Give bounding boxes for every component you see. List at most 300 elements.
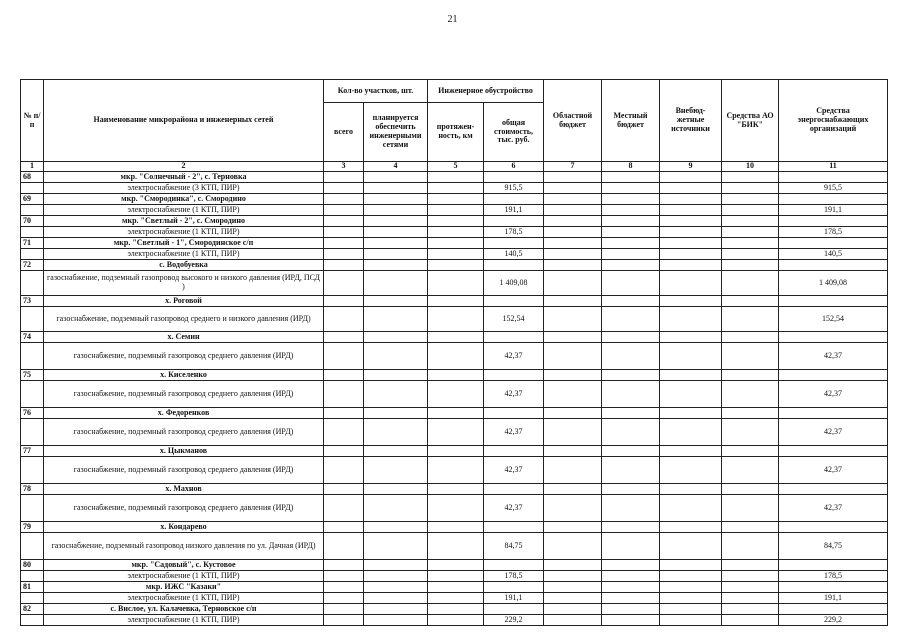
row-number: 80 <box>21 560 44 571</box>
empty-cell <box>544 582 602 593</box>
empty-cell <box>484 332 544 343</box>
empty-cell <box>722 216 779 227</box>
empty-cell <box>544 419 602 446</box>
network-description: газоснабжение, подземный газопровод среднего и низкого давления (ИРД) <box>44 307 324 332</box>
row-number: 76 <box>21 408 44 419</box>
empty-cell <box>544 296 602 307</box>
location-name: мкр. "Светлый - 1", Смородинское с/п <box>44 238 324 249</box>
empty-cell <box>602 249 660 260</box>
cost-value: 42,37 <box>484 419 544 446</box>
empty-cell <box>21 615 44 626</box>
empty-cell <box>660 533 722 560</box>
table-row-detail <box>21 205 888 216</box>
empty-cell <box>544 260 602 271</box>
cost-value: 915,5 <box>484 183 544 194</box>
cost-value: 152,54 <box>484 307 544 332</box>
empty-cell <box>544 205 602 216</box>
empty-cell <box>602 419 660 446</box>
empty-cell <box>660 216 722 227</box>
empty-cell <box>779 332 888 343</box>
network-description: электроснабжение (1 КТП, ПИР) <box>44 571 324 582</box>
row-number: 77 <box>21 446 44 457</box>
cost-value: 229,2 <box>484 615 544 626</box>
empty-cell <box>722 533 779 560</box>
empty-cell <box>660 582 722 593</box>
empty-cell <box>428 249 484 260</box>
empty-cell <box>544 227 602 238</box>
column-number: 7 <box>544 162 602 172</box>
network-description: газоснабжение, подземный газопровод среднего давления (ИРД) <box>44 419 324 446</box>
energy-funds-value: 915,5 <box>779 183 888 194</box>
header-energy-funds: Средства энергоснабжающих организаций <box>779 80 888 162</box>
empty-cell <box>364 370 428 381</box>
table-row-detail <box>21 381 888 408</box>
table-row-detail <box>21 343 888 370</box>
empty-cell <box>779 260 888 271</box>
empty-cell <box>324 495 364 522</box>
empty-cell <box>660 615 722 626</box>
empty-cell <box>544 571 602 582</box>
empty-cell <box>428 604 484 615</box>
empty-cell <box>544 615 602 626</box>
empty-cell <box>722 522 779 533</box>
empty-cell <box>428 183 484 194</box>
empty-cell <box>660 332 722 343</box>
empty-cell <box>324 593 364 604</box>
table-row-detail <box>21 227 888 238</box>
empty-cell <box>544 172 602 183</box>
energy-funds-value: 178,5 <box>779 227 888 238</box>
page-number: 21 <box>447 14 458 25</box>
empty-cell <box>602 495 660 522</box>
empty-cell <box>324 560 364 571</box>
header-extra-budget: Внебюд-жетные источники <box>660 80 722 162</box>
empty-cell <box>544 457 602 484</box>
network-description: газоснабжение, подземный газопровод среднего давления (ИРД) <box>44 381 324 408</box>
empty-cell <box>428 495 484 522</box>
empty-cell <box>428 457 484 484</box>
table-row-detail <box>21 615 888 626</box>
empty-cell <box>484 260 544 271</box>
header-engineering-group: Инженерное обустройство <box>428 80 544 103</box>
empty-cell <box>364 457 428 484</box>
header-regional-budget: Областной бюджет <box>544 80 602 162</box>
empty-cell <box>779 296 888 307</box>
empty-cell <box>602 238 660 249</box>
empty-cell <box>21 343 44 370</box>
column-number: 3 <box>324 162 364 172</box>
empty-cell <box>428 560 484 571</box>
header-cost: общая стоимость, тыс. руб. <box>484 103 544 162</box>
table-row <box>21 260 888 271</box>
empty-cell <box>660 457 722 484</box>
cost-value: 140,5 <box>484 249 544 260</box>
empty-cell <box>364 260 428 271</box>
empty-cell <box>602 205 660 216</box>
table-row <box>21 370 888 381</box>
header-length: протяжен-ность, км <box>428 103 484 162</box>
column-number: 6 <box>484 162 544 172</box>
empty-cell <box>722 571 779 582</box>
empty-cell <box>602 271 660 296</box>
energy-funds-value: 84,75 <box>779 533 888 560</box>
empty-cell <box>428 484 484 495</box>
column-number: 8 <box>602 162 660 172</box>
empty-cell <box>602 307 660 332</box>
table-row <box>21 446 888 457</box>
empty-cell <box>364 604 428 615</box>
empty-cell <box>484 238 544 249</box>
empty-cell <box>722 238 779 249</box>
empty-cell <box>364 227 428 238</box>
empty-cell <box>21 271 44 296</box>
empty-cell <box>602 560 660 571</box>
table-row-detail <box>21 533 888 560</box>
empty-cell <box>324 457 364 484</box>
empty-cell <box>722 582 779 593</box>
cost-value: 42,37 <box>484 495 544 522</box>
empty-cell <box>484 522 544 533</box>
empty-cell <box>324 332 364 343</box>
empty-cell <box>544 370 602 381</box>
empty-cell <box>544 533 602 560</box>
header-bik-funds: Средства АО "БИК" <box>722 80 779 162</box>
empty-cell <box>602 522 660 533</box>
row-number: 69 <box>21 194 44 205</box>
empty-cell <box>21 457 44 484</box>
empty-cell <box>428 205 484 216</box>
table-row-detail <box>21 495 888 522</box>
location-name: мкр. "Смородинка", с. Смородино <box>44 194 324 205</box>
empty-cell <box>602 484 660 495</box>
row-number: 72 <box>21 260 44 271</box>
row-number: 74 <box>21 332 44 343</box>
energy-funds-value: 178,5 <box>779 571 888 582</box>
empty-cell <box>484 582 544 593</box>
empty-cell <box>722 593 779 604</box>
empty-cell <box>602 332 660 343</box>
empty-cell <box>722 370 779 381</box>
empty-cell <box>544 604 602 615</box>
empty-cell <box>602 571 660 582</box>
empty-cell <box>364 249 428 260</box>
row-number: 70 <box>21 216 44 227</box>
network-description: газоснабжение, подземный газопровод среднего давления (ИРД) <box>44 457 324 484</box>
empty-cell <box>722 332 779 343</box>
empty-cell <box>660 495 722 522</box>
empty-cell <box>602 381 660 408</box>
empty-cell <box>428 238 484 249</box>
table-row-detail <box>21 183 888 194</box>
empty-cell <box>364 615 428 626</box>
empty-cell <box>364 238 428 249</box>
empty-cell <box>428 296 484 307</box>
empty-cell <box>324 522 364 533</box>
empty-cell <box>602 296 660 307</box>
empty-cell <box>660 560 722 571</box>
empty-cell <box>364 571 428 582</box>
energy-funds-value: 42,37 <box>779 381 888 408</box>
cost-value: 191,1 <box>484 593 544 604</box>
empty-cell <box>660 484 722 495</box>
row-number: 82 <box>21 604 44 615</box>
empty-cell <box>324 307 364 332</box>
empty-cell <box>722 296 779 307</box>
cost-value: 84,75 <box>484 533 544 560</box>
empty-cell <box>660 296 722 307</box>
empty-cell <box>660 370 722 381</box>
table-row-detail <box>21 271 888 296</box>
location-name: х. Киселенко <box>44 370 324 381</box>
empty-cell <box>544 216 602 227</box>
empty-cell <box>722 484 779 495</box>
empty-cell <box>779 582 888 593</box>
network-description: газоснабжение, подземный газопровод высокого и низкого давления (ИРД, ПСД ) <box>44 271 324 296</box>
empty-cell <box>428 446 484 457</box>
header-total: всего <box>324 103 364 162</box>
table-row <box>21 216 888 227</box>
empty-cell <box>428 370 484 381</box>
empty-cell <box>364 271 428 296</box>
engineering-networks-table <box>20 79 888 626</box>
empty-cell <box>779 408 888 419</box>
empty-cell <box>722 205 779 216</box>
empty-cell <box>324 227 364 238</box>
empty-cell <box>484 172 544 183</box>
location-name: мкр. "Светлый - 2", с. Смородино <box>44 216 324 227</box>
row-number: 79 <box>21 522 44 533</box>
empty-cell <box>722 343 779 370</box>
empty-cell <box>779 238 888 249</box>
location-name: х. Кондарево <box>44 522 324 533</box>
empty-cell <box>544 408 602 419</box>
empty-cell <box>364 419 428 446</box>
empty-cell <box>544 307 602 332</box>
empty-cell <box>544 560 602 571</box>
empty-cell <box>660 522 722 533</box>
empty-cell <box>722 271 779 296</box>
empty-cell <box>484 216 544 227</box>
row-number: 81 <box>21 582 44 593</box>
empty-cell <box>602 172 660 183</box>
empty-cell <box>324 183 364 194</box>
empty-cell <box>364 332 428 343</box>
network-description: электроснабжение (3 КТП, ПИР) <box>44 183 324 194</box>
empty-cell <box>544 271 602 296</box>
empty-cell <box>722 227 779 238</box>
empty-cell <box>660 571 722 582</box>
empty-cell <box>544 593 602 604</box>
empty-cell <box>544 343 602 370</box>
empty-cell <box>428 332 484 343</box>
empty-cell <box>364 183 428 194</box>
empty-cell <box>602 604 660 615</box>
cost-value: 191,1 <box>484 205 544 216</box>
empty-cell <box>428 419 484 446</box>
empty-cell <box>364 582 428 593</box>
empty-cell <box>484 296 544 307</box>
network-description: газоснабжение, подземный газопровод среднего давления (ИРД) <box>44 495 324 522</box>
table-row <box>21 522 888 533</box>
empty-cell <box>660 343 722 370</box>
energy-funds-value: 191,1 <box>779 205 888 216</box>
empty-cell <box>660 604 722 615</box>
column-number-row <box>21 162 888 172</box>
empty-cell <box>722 249 779 260</box>
empty-cell <box>722 419 779 446</box>
energy-funds-value: 42,37 <box>779 457 888 484</box>
empty-cell <box>544 522 602 533</box>
empty-cell <box>722 457 779 484</box>
empty-cell <box>779 172 888 183</box>
empty-cell <box>21 249 44 260</box>
header-no: № п/п <box>21 80 44 162</box>
empty-cell <box>779 604 888 615</box>
empty-cell <box>21 205 44 216</box>
cost-value: 42,37 <box>484 381 544 408</box>
empty-cell <box>484 484 544 495</box>
empty-cell <box>602 227 660 238</box>
empty-cell <box>428 615 484 626</box>
table-row <box>21 194 888 205</box>
empty-cell <box>324 172 364 183</box>
empty-cell <box>544 238 602 249</box>
empty-cell <box>779 216 888 227</box>
empty-cell <box>428 227 484 238</box>
empty-cell <box>722 172 779 183</box>
empty-cell <box>779 560 888 571</box>
empty-cell <box>428 343 484 370</box>
empty-cell <box>428 533 484 560</box>
table-row <box>21 238 888 249</box>
empty-cell <box>544 495 602 522</box>
header-count-group: Кол-во участков, шт. <box>324 80 428 103</box>
row-number: 68 <box>21 172 44 183</box>
network-description: электроснабжение (1 КТП, ПИР) <box>44 227 324 238</box>
empty-cell <box>722 495 779 522</box>
empty-cell <box>428 216 484 227</box>
empty-cell <box>428 593 484 604</box>
table-row-detail <box>21 593 888 604</box>
network-description: газоснабжение, подземный газопровод среднего давления (ИРД) <box>44 343 324 370</box>
empty-cell <box>602 194 660 205</box>
network-description: электроснабжение (1 КТП, ПИР) <box>44 615 324 626</box>
empty-cell <box>602 343 660 370</box>
empty-cell <box>484 408 544 419</box>
empty-cell <box>324 238 364 249</box>
energy-funds-value: 229,2 <box>779 615 888 626</box>
empty-cell <box>364 343 428 370</box>
empty-cell <box>602 183 660 194</box>
empty-cell <box>324 216 364 227</box>
empty-cell <box>484 446 544 457</box>
empty-cell <box>722 307 779 332</box>
empty-cell <box>364 533 428 560</box>
empty-cell <box>722 260 779 271</box>
column-number: 10 <box>722 162 779 172</box>
energy-funds-value: 140,5 <box>779 249 888 260</box>
network-description: электроснабжение (1 КТП, ПИР) <box>44 593 324 604</box>
table-row <box>21 604 888 615</box>
location-name: мкр. "Солнечный - 2", с. Терновка <box>44 172 324 183</box>
empty-cell <box>21 495 44 522</box>
empty-cell <box>660 419 722 446</box>
empty-cell <box>21 183 44 194</box>
empty-cell <box>428 260 484 271</box>
empty-cell <box>602 457 660 484</box>
table-row <box>21 582 888 593</box>
empty-cell <box>21 381 44 408</box>
empty-cell <box>324 533 364 560</box>
empty-cell <box>722 408 779 419</box>
empty-cell <box>660 408 722 419</box>
energy-funds-value: 42,37 <box>779 495 888 522</box>
empty-cell <box>324 615 364 626</box>
empty-cell <box>660 227 722 238</box>
empty-cell <box>364 560 428 571</box>
energy-funds-value: 191,1 <box>779 593 888 604</box>
row-number: 75 <box>21 370 44 381</box>
empty-cell <box>722 381 779 408</box>
empty-cell <box>779 522 888 533</box>
empty-cell <box>21 593 44 604</box>
empty-cell <box>602 615 660 626</box>
empty-cell <box>602 370 660 381</box>
empty-cell <box>544 446 602 457</box>
empty-cell <box>324 205 364 216</box>
empty-cell <box>21 571 44 582</box>
empty-cell <box>779 484 888 495</box>
empty-cell <box>364 296 428 307</box>
empty-cell <box>364 172 428 183</box>
column-number: 4 <box>364 162 428 172</box>
location-name: х. Роговой <box>44 296 324 307</box>
table-row-detail <box>21 571 888 582</box>
empty-cell <box>324 343 364 370</box>
empty-cell <box>484 604 544 615</box>
column-number: 1 <box>21 162 44 172</box>
column-number: 2 <box>44 162 324 172</box>
empty-cell <box>324 582 364 593</box>
empty-cell <box>21 307 44 332</box>
empty-cell <box>602 582 660 593</box>
empty-cell <box>602 533 660 560</box>
location-name: х. Семин <box>44 332 324 343</box>
empty-cell <box>602 593 660 604</box>
empty-cell <box>660 249 722 260</box>
table-row <box>21 172 888 183</box>
empty-cell <box>544 484 602 495</box>
header-local-budget: Местный бюджет <box>602 80 660 162</box>
empty-cell <box>324 271 364 296</box>
cost-value: 42,37 <box>484 457 544 484</box>
empty-cell <box>722 183 779 194</box>
table-row <box>21 332 888 343</box>
location-name: с. Вислое, ул. Калачевка, Терновское с/п <box>44 604 324 615</box>
empty-cell <box>428 271 484 296</box>
empty-cell <box>544 381 602 408</box>
empty-cell <box>544 183 602 194</box>
empty-cell <box>21 227 44 238</box>
cost-value: 1 409,08 <box>484 271 544 296</box>
row-number: 71 <box>21 238 44 249</box>
empty-cell <box>544 194 602 205</box>
column-number: 11 <box>779 162 888 172</box>
empty-cell <box>660 183 722 194</box>
empty-cell <box>660 194 722 205</box>
empty-cell <box>428 194 484 205</box>
empty-cell <box>428 522 484 533</box>
